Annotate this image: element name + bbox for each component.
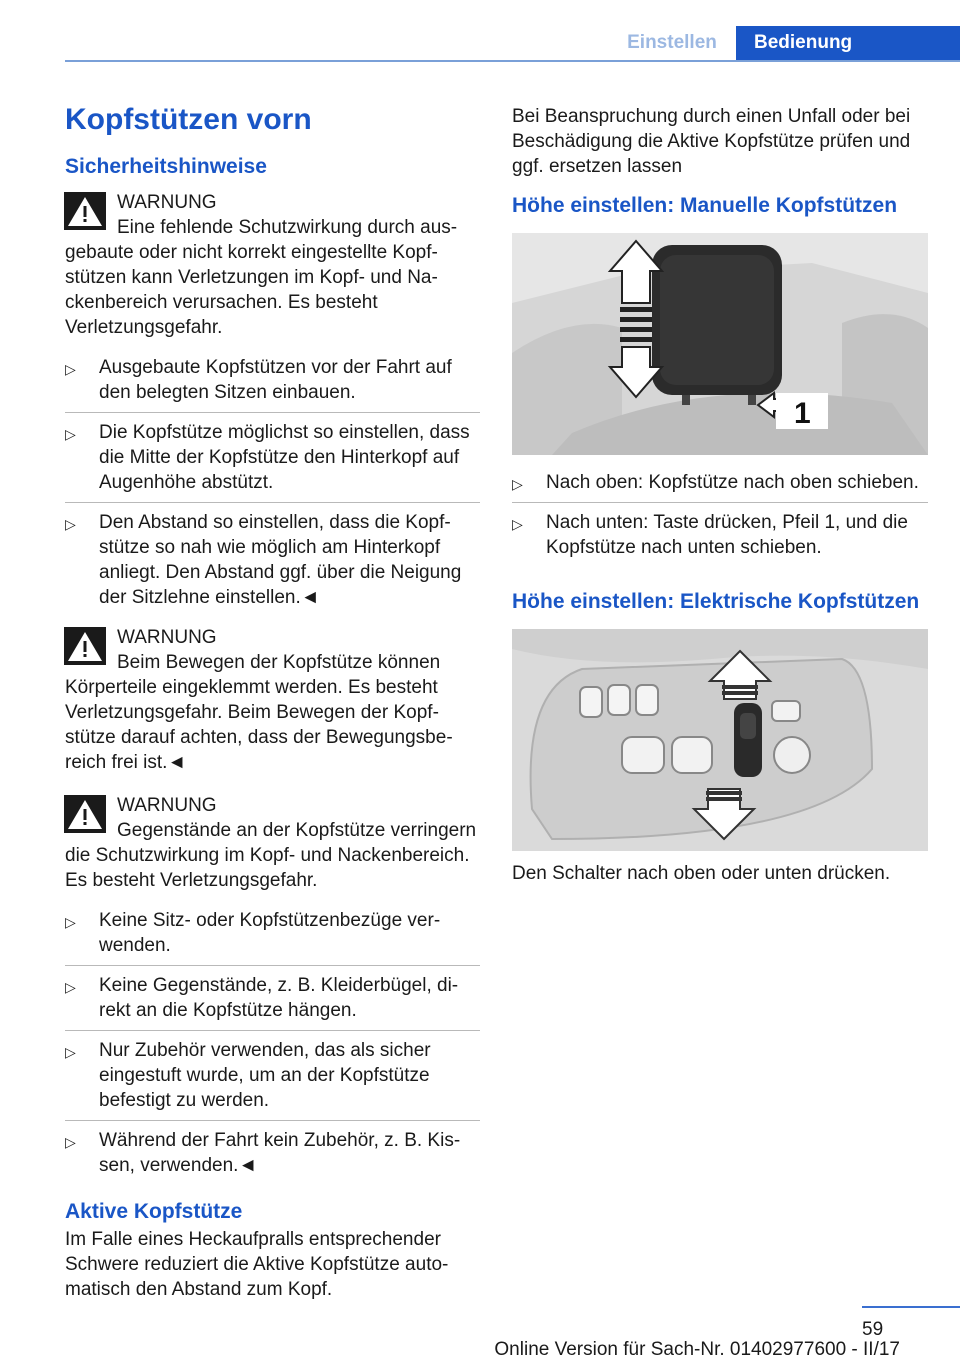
page-title: Kopfstützen vorn <box>65 103 312 136</box>
warning-text: Eine fehlende Schutzwirkung durch ausgebaute oder nicht korrekt eingestellte Kopfstützen kann Verletzungen im Kopf- und Nackenbereich verursachen. Es besteht Verletzungsgefahr. <box>65 217 458 338</box>
warning-label: WARNUNG <box>117 627 217 648</box>
list-item: ▷ Nach unten: Taste drücken, Pfeil 1, und die Kopfstütze nach unten schieben. <box>512 502 928 567</box>
warning-label: WARNUNG <box>117 192 217 213</box>
bullet-triangle-icon: ▷ <box>512 516 523 532</box>
figure-callout-1: 1 <box>794 397 811 430</box>
footer-version: Online Version für Sach-Nr. 01402977600 - II/17 <box>494 1339 900 1360</box>
bullet-triangle-icon: ▷ <box>65 516 76 532</box>
electric-instruction-text: Den Schalter nach oben oder unten drücken. <box>512 863 891 884</box>
list-item: ▷ Während der Fahrt kein Zubehör, z. B. Kissen, verwenden.◄ <box>65 1120 480 1185</box>
header-rule <box>65 60 960 62</box>
active-headrest-text: Im Falle eines Heckaufpralls entsprechender Schwere reduziert die Aktive Kopfstütze automatisch den Abstand zum Kopf. <box>65 1229 449 1300</box>
list-item: ▷ Ausgebaute Kopfstützen vor der Fahrt auf den belegten Sitzen einbauen. <box>65 357 452 403</box>
manual-headrest-figure <box>512 233 928 455</box>
safety-list-2 <box>65 901 480 1185</box>
list-item: ▷ Nach oben: Kopfstütze nach oben schieben. <box>512 463 928 502</box>
warning-triangle-icon <box>64 795 106 833</box>
list-item: ▷ Keine Gegenstände, z. B. Kleiderbügel, direkt an die Kopfstütze hängen. <box>65 965 480 1030</box>
manual-headrest-illustration <box>512 233 928 455</box>
electric-switch-figure <box>512 629 928 851</box>
bullet-triangle-icon: ▷ <box>65 1134 76 1150</box>
electric-height-heading: Höhe einstellen: Elektrische Kopfstützen <box>512 590 920 613</box>
list-item: ▷ Keine Sitz- oder Kopfstützenbezüge verwenden. <box>65 910 441 956</box>
warning-label: WARNUNG <box>117 795 217 816</box>
warning-text: Gegenstände an der Kopfstütze verringern die Schutzwirkung im Kopf- und Nackenbereich. Es besteht Verletzungsgefahr. <box>65 820 477 891</box>
manual-list <box>512 463 928 567</box>
bullet-triangle-icon: ▷ <box>65 914 76 930</box>
header-tab-einstellen[interactable]: Einstellen <box>627 32 717 53</box>
warning-triangle-icon <box>64 627 106 665</box>
bullet-triangle-icon: ▷ <box>65 979 76 995</box>
bullet-triangle-icon: ▷ <box>512 476 523 492</box>
header-tab-bedienung[interactable]: Bedienung <box>736 26 960 60</box>
safety-list-1 <box>65 348 480 617</box>
bullet-triangle-icon: ▷ <box>65 1044 76 1060</box>
bullet-triangle-icon: ▷ <box>65 426 76 442</box>
warning-triangle-icon <box>64 192 106 230</box>
warning-block-2 <box>65 625 480 775</box>
list-item: ▷ Nur Zubehör verwenden, das als sicher eingestuft wurde, um an der Kopfstütze befestigt zu werden. <box>65 1030 480 1120</box>
left-column <box>65 100 480 1302</box>
active-headrest-heading: Aktive Kopfstütze <box>65 1200 243 1223</box>
electric-switch-illustration <box>512 629 928 851</box>
page-number: 59 <box>862 1319 884 1340</box>
safety-heading: Sicherheitshinweise <box>65 155 267 178</box>
inspection-text: Bei Beanspruchung durch einen Unfall oder bei Beschädigung die Aktive Kopfstütze prüfen und ggf. ersetzen lassen <box>512 106 911 177</box>
warning-block-3 <box>65 793 480 893</box>
warning-text: Beim Bewegen der Kopfstütze können Körperteile eingeklemmt werden. Es besteht Verletzungsgefahr. Beim Bewegen der Kopfstütze darauf achten, dass der Bewegungsbereich frei ist.◄ <box>65 652 453 773</box>
manual-height-heading: Höhe einstellen: Manuelle Kopfstützen <box>512 194 898 217</box>
list-item: ▷ Die Kopfstütze möglichst so einstellen, dass die Mitte der Kopfstütze den Hinterkopf auf Augenhöhe abstützt. <box>65 412 480 502</box>
right-column <box>512 100 928 886</box>
warning-block-1 <box>65 190 480 340</box>
list-item: ▷ Den Abstand so einstellen, dass die Kopfstütze so nah wie möglich am Hinterkopf anliegt. Den Abstand ggf. über die Neigung der Sitzlehne einstellen.◄ <box>65 502 480 617</box>
footer-rule <box>862 1306 960 1308</box>
bullet-triangle-icon: ▷ <box>65 361 76 377</box>
